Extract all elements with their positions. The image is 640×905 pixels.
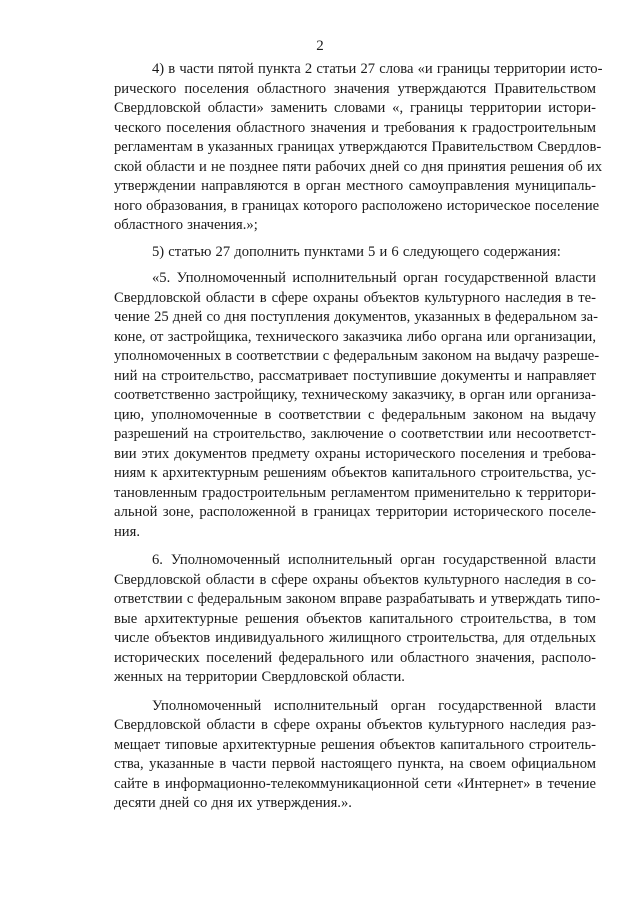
document-body — [114, 60, 603, 821]
text-line: ний на строительство, рассматривает поступившие документы и направляет — [114, 367, 596, 384]
text-line: Свердловской области в сфере охраны объектов культурного наследия раз- — [114, 717, 596, 733]
text-line: мещает типовые архитектурные решения объектов капитального строитель- — [114, 736, 596, 753]
text-line: ответствии с федеральным законом вправе разрабатывать и утверждать типо- — [114, 591, 601, 607]
text-line: 4) в части пятой пункта 2 статьи 27 слова «и границы территории исто- — [152, 61, 603, 77]
text-line: 6. Уполномоченный исполнительный орган государственной власти — [152, 552, 596, 568]
text-line: чение 25 дней со дня поступления документов, указанных в федеральном за- — [114, 309, 598, 325]
text-line: ческого поселения областного значения и требования к градостроительным — [114, 119, 596, 136]
text-line: утверждении направляются в орган местного самоуправления муниципаль- — [114, 178, 596, 194]
text-line: уполномоченных в соответствии с федеральным законом на выдачу разреше- — [114, 348, 600, 364]
text-line: ства, указанные в части первой настоящего пункта, на своем официальном — [114, 756, 596, 772]
text-line: вые архитектурные решения объектов капитального строительства, в том — [114, 610, 596, 627]
text-line: областного значения.»; — [114, 217, 258, 233]
text-line: ного образования, в границах которого расположено историческое поселение — [114, 197, 600, 214]
paragraph-point-6-part-2 — [114, 697, 596, 814]
text-line: регламентам в указанных границах утверждаются Правительством Свердлов- — [114, 139, 602, 155]
text-line: Свердловской области в сфере охраны объектов культурного наследия в те- — [114, 289, 596, 306]
text-line: Уполномоченный исполнительный орган государственной власти — [152, 697, 596, 714]
text-line: 5) статью 27 дополнить пунктами 5 и 6 следующего содержания: — [152, 243, 561, 260]
text-line: коне, от застройщика, технического заказчика либо органа или организации, — [114, 328, 596, 345]
text-line: Свердловской области» заменить словами «, границы территории истори- — [114, 100, 596, 116]
text-line: числе объектов индивидуального жилищного строительства, для отдельных — [114, 630, 596, 646]
text-line: женных на территории Свердловской области. — [114, 669, 405, 685]
text-line: сайте в информационно-телекоммуникационной сети «Интернет» в течение — [114, 775, 596, 792]
paragraph-point-6 — [114, 551, 601, 688]
text-line: соответственно застройщику, техническому заказчику, в орган или организа- — [114, 387, 596, 403]
text-line: Свердловской области в сфере охраны объектов культурного наследия в со- — [114, 571, 596, 588]
paragraph-item-4 — [114, 60, 603, 236]
text-line: «5. Уполномоченный исполнительный орган государственной власти — [152, 270, 596, 286]
text-line: ской области и не позднее пяти рабочих дней со дня принятия решения об их — [114, 158, 603, 175]
text-line: рического поселения областного значения утверждаются Правительством — [114, 80, 596, 97]
text-line: разрешений на строительство, заключение о соответствии или несоответст- — [114, 426, 596, 442]
text-line: исторических поселений федерального или областного значения, располо- — [114, 649, 596, 666]
paragraph-point-5 — [114, 269, 600, 542]
text-line: ния. — [114, 523, 140, 540]
page-number: 2 — [316, 38, 324, 54]
text-line: цию, уполномоченные в соответствии с федеральным законом на выдачу — [114, 406, 596, 423]
text-line: альной зоне, расположенной в границах территории исторического поселе- — [114, 504, 596, 520]
text-line: десяти дней со дня их утверждения.». — [114, 795, 352, 811]
text-line: вии этих документов предмету охраны исторического поселения и требова- — [114, 445, 596, 462]
paragraph-item-5 — [114, 243, 596, 263]
text-line: тановленным градостроительным регламентом применительно к территори- — [114, 484, 596, 501]
text-line: ниям к архитектурным решениям объектов капитального строительства, ус- — [114, 465, 596, 481]
